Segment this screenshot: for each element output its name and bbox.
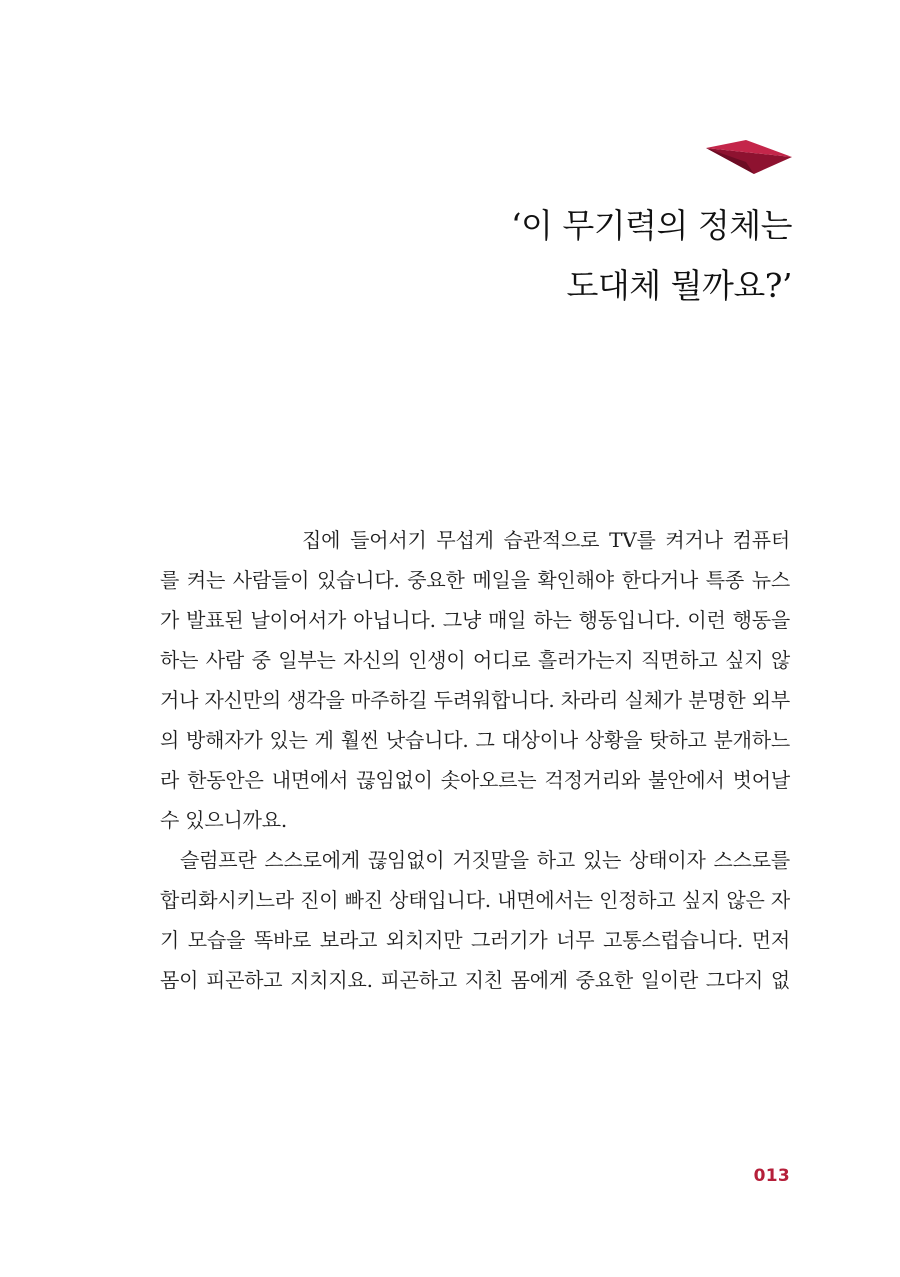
paragraph-1: [160, 520, 790, 840]
paragraph-1-line: 가 발표된 날이어서가 아닙니다. 그냥 매일 하는 행동입니다. 이런 행동을: [160, 608, 790, 632]
chapter-title: [511, 196, 792, 316]
page-number: 013: [753, 1166, 790, 1186]
paragraph-2-line: 슬럼프란 스스로에게 끊임없이 거짓말을 하고 있는 상태이자 스스로를: [180, 848, 790, 872]
paragraph-1-line: 거나 자신만의 생각을 마주하길 두려워합니다. 차라리 실체가 분명한 외부: [160, 688, 790, 712]
paragraph-1-line: 하는 사람 중 일부는 자신의 인생이 어디로 흘러가는지 직면하고 싶지 않: [160, 648, 790, 672]
paragraph-1-line: 집에 들어서기 무섭게 습관적으로 TV를 켜거나 컴퓨터: [302, 528, 790, 552]
paragraph-2-line: 몸이 피곤하고 지치지요. 피곤하고 지친 몸에게 중요한 일이란 그다지 없: [160, 968, 790, 992]
chapter-marker-icon: [706, 140, 792, 174]
title-line-1: ‘이 무기력의 정체는: [511, 206, 792, 245]
paragraph-2-line: 합리화시키느라 진이 빠진 상태입니다. 내면에서는 인정하고 싶지 않은 자: [160, 888, 790, 912]
paragraph-1-line: 라 한동안은 내면에서 끊임없이 솟아오르는 걱정거리와 불안에서 벗어날: [160, 768, 790, 792]
paragraph-1-line: 의 방해자가 있는 게 훨씬 낫습니다. 그 대상이나 상황을 탓하고 분개하느: [160, 728, 790, 752]
paragraph-2: [160, 840, 790, 1000]
paragraph-1-line: 를 켜는 사람들이 있습니다. 중요한 메일을 확인해야 한다거나 특종 뉴스: [160, 568, 790, 592]
paragraph-2-line: 기 모습을 똑바로 보라고 외치지만 그러기가 너무 고통스럽습니다. 먼저: [160, 928, 790, 952]
title-line-2: 도대체 뭘까요?’: [566, 266, 792, 305]
body-text: [160, 520, 790, 1000]
paragraph-1-line: 수 있으니까요.: [160, 808, 288, 832]
